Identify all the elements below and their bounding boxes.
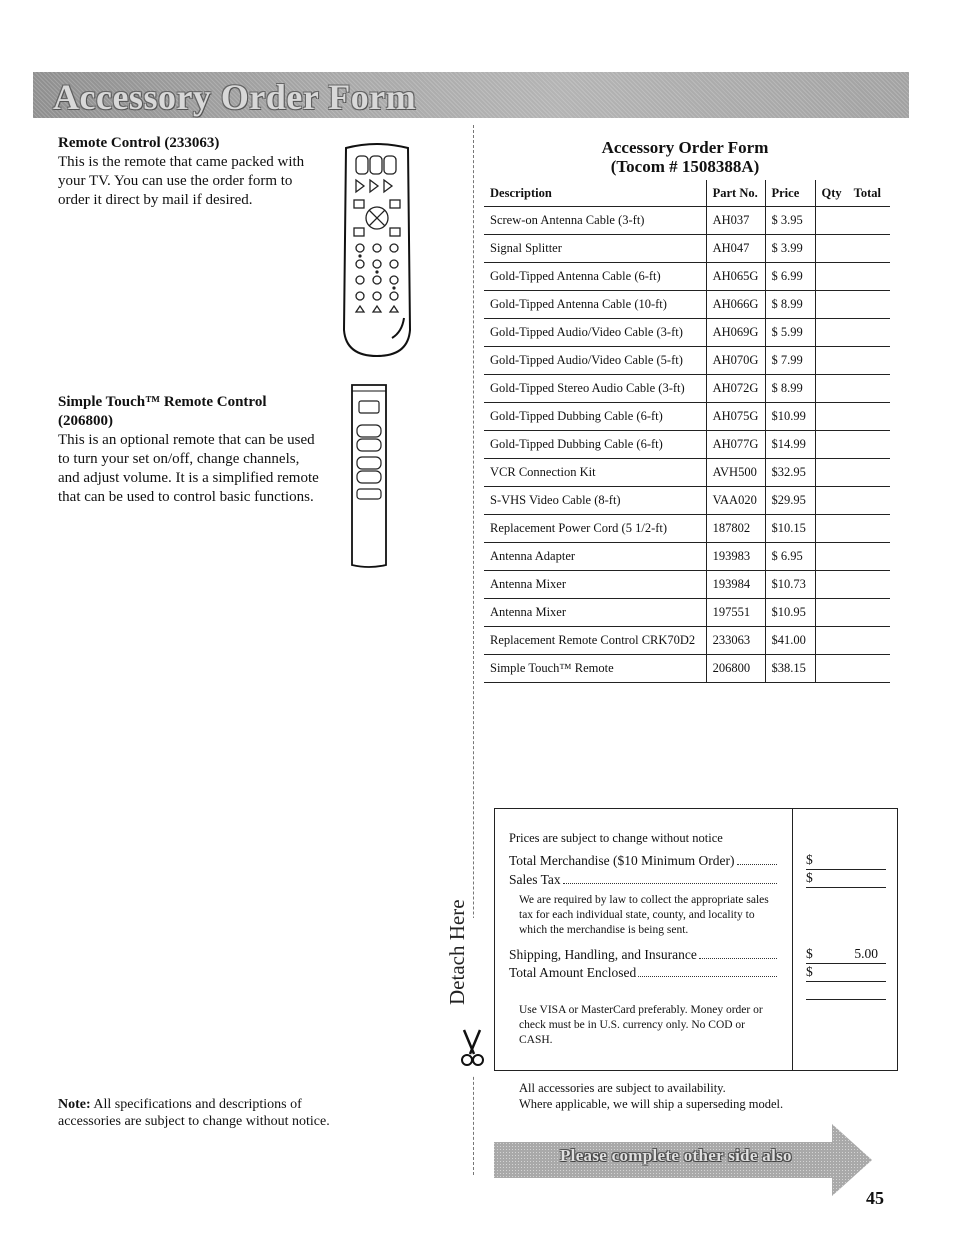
item-qty-field[interactable] [815, 487, 848, 515]
item-description: Simple Touch™ Remote [484, 655, 706, 683]
table-row [484, 627, 890, 655]
item-price: $ 6.99 [765, 263, 815, 291]
item-description: Antenna Mixer [484, 571, 706, 599]
item-price: $29.95 [765, 487, 815, 515]
table-row [484, 235, 890, 263]
total-enclosed-line [509, 965, 779, 981]
item-qty-field[interactable] [815, 263, 848, 291]
remote-control-section [58, 134, 323, 210]
item-description: Gold-Tipped Dubbing Cable (6-ft) [484, 403, 706, 431]
note-text: All specifications and descriptions of accessories are subject to change without notice. [58, 1097, 330, 1129]
item-part-number: 187802 [706, 515, 765, 543]
currency-symbol: $ [806, 964, 813, 979]
table-row [484, 375, 890, 403]
item-qty-field[interactable] [815, 599, 848, 627]
table-row [484, 487, 890, 515]
item-price: $ 3.95 [765, 207, 815, 235]
table-row [484, 571, 890, 599]
item-description: Antenna Mixer [484, 599, 706, 627]
currency-symbol: $ [806, 870, 813, 885]
item-description: VCR Connection Kit [484, 459, 706, 487]
item-description: Antenna Adapter [484, 543, 706, 571]
item-price: $32.95 [765, 459, 815, 487]
item-price: $38.15 [765, 655, 815, 683]
complete-other-side-banner: Please complete other side also [560, 1146, 792, 1165]
table-row [484, 515, 890, 543]
header-banner [33, 72, 909, 118]
item-price: $14.99 [765, 431, 815, 459]
item-description: Gold-Tipped Audio/Video Cable (5-ft) [484, 347, 706, 375]
item-total-field[interactable] [848, 627, 890, 655]
item-description: Gold-Tipped Antenna Cable (6-ft) [484, 263, 706, 291]
table-row [484, 319, 890, 347]
item-total-field[interactable] [848, 375, 890, 403]
order-table-header [484, 180, 890, 207]
item-description: S-VHS Video Cable (8-ft) [484, 487, 706, 515]
item-part-number: 233063 [706, 627, 765, 655]
item-description: Gold-Tipped Dubbing Cable (6-ft) [484, 431, 706, 459]
item-price: $41.00 [765, 627, 815, 655]
item-part-number: 193983 [706, 543, 765, 571]
item-qty-field[interactable] [815, 347, 848, 375]
item-qty-field[interactable] [815, 515, 848, 543]
shipping-line [509, 947, 779, 963]
availability-line-1: All accessories are subject to availability. [519, 1081, 726, 1095]
item-qty-field[interactable] [815, 235, 848, 263]
item-part-number: AH066G [706, 291, 765, 319]
item-description: Screw-on Antenna Cable (3-ft) [484, 207, 706, 235]
column-header-price: Price [765, 180, 815, 207]
table-row [484, 403, 890, 431]
table-row [484, 431, 890, 459]
total-merchandise-amount-field[interactable] [806, 852, 886, 870]
item-qty-field[interactable] [815, 375, 848, 403]
item-price: $ 5.99 [765, 319, 815, 347]
table-row [484, 207, 890, 235]
table-row [484, 291, 890, 319]
item-total-field[interactable] [848, 347, 890, 375]
item-part-number: VAA020 [706, 487, 765, 515]
shipping-amount-value: 5.00 [854, 946, 878, 961]
item-price: $10.99 [765, 403, 815, 431]
item-total-field[interactable] [848, 235, 890, 263]
item-part-number: 193984 [706, 571, 765, 599]
detach-here-label: Detach Here [445, 899, 469, 1005]
order-table [484, 180, 890, 683]
shipping-label: Shipping, Handling, and Insurance [509, 947, 697, 962]
item-qty-field[interactable] [815, 627, 848, 655]
item-price: $ 8.99 [765, 291, 815, 319]
remote-control-title: Remote Control (233063) [58, 135, 220, 151]
table-row [484, 347, 890, 375]
item-part-number: AH072G [706, 375, 765, 403]
table-row [484, 459, 890, 487]
item-part-number: AH065G [706, 263, 765, 291]
item-total-field[interactable] [848, 515, 890, 543]
item-total-field[interactable] [848, 459, 890, 487]
specifications-note [58, 1096, 358, 1130]
page-title: Accessory Order Form [53, 77, 417, 117]
sales-tax-note: We are required by law to collect the appropriate sales tax for each individual state, county, and locality to which the merchandise is being sent. [519, 894, 769, 936]
currency-symbol: $ [806, 852, 813, 867]
item-total-field[interactable] [848, 599, 890, 627]
table-row [484, 655, 890, 683]
item-total-field[interactable] [848, 543, 890, 571]
item-part-number: AH047 [706, 235, 765, 263]
item-qty-field[interactable] [815, 291, 848, 319]
item-total-field[interactable] [848, 571, 890, 599]
item-total-field[interactable] [848, 291, 890, 319]
item-price: $ 6.95 [765, 543, 815, 571]
item-price: $10.15 [765, 515, 815, 543]
item-qty-field[interactable] [815, 655, 848, 683]
currency-symbol: $ [806, 946, 813, 961]
remote-control-illustration [340, 142, 414, 360]
note-label: Note: [58, 1097, 91, 1112]
order-summary-box [494, 808, 898, 1071]
item-qty-field[interactable] [815, 459, 848, 487]
item-total-field[interactable] [848, 403, 890, 431]
remote-control-description: This is the remote that came packed with your TV. You can use the order form to order it direct by mail if desired. [58, 154, 305, 208]
sales-tax-line [509, 872, 779, 888]
item-description: Gold-Tipped Audio/Video Cable (3-ft) [484, 319, 706, 347]
item-price: $10.73 [765, 571, 815, 599]
total-enclosed-label: Total Amount Enclosed [509, 965, 637, 980]
order-form-title [560, 138, 810, 176]
column-header-description: Description [484, 180, 706, 207]
item-price: $10.95 [765, 599, 815, 627]
payment-note: Use VISA or MasterCard preferably. Money order or check must be in U.S. currency only. No COD or CASH. [519, 1004, 763, 1046]
availability-line-2: Where applicable, we will ship a superseding model. [519, 1097, 784, 1111]
total-merchandise-line [509, 853, 779, 869]
availability-note [519, 1080, 783, 1112]
item-total-field[interactable] [848, 207, 890, 235]
sales-tax-label: Sales Tax [509, 872, 561, 887]
order-form-title-line1: Accessory Order Form [601, 138, 769, 157]
simple-touch-section [58, 393, 323, 507]
table-row [484, 543, 890, 571]
item-qty-field[interactable] [815, 403, 848, 431]
item-total-field[interactable] [848, 263, 890, 291]
shipping-amount-field[interactable] [806, 946, 886, 964]
price-change-notice: Prices are subject to change without notice [509, 831, 723, 845]
item-part-number: 197551 [706, 599, 765, 627]
item-part-number: AH070G [706, 347, 765, 375]
table-row [484, 599, 890, 627]
item-qty-field[interactable] [815, 543, 848, 571]
table-row [484, 263, 890, 291]
sales-tax-amount-field[interactable] [806, 870, 886, 888]
item-part-number: AVH500 [706, 459, 765, 487]
item-part-number: AH037 [706, 207, 765, 235]
simple-touch-remote-illustration [350, 383, 388, 569]
item-qty-field[interactable] [815, 207, 848, 235]
item-description: Gold-Tipped Antenna Cable (10-ft) [484, 291, 706, 319]
order-form-title-line2: (Tocom # 1508388A) [610, 157, 760, 176]
item-price: $ 7.99 [765, 347, 815, 375]
item-description: Replacement Power Cord (5 1/2-ft) [484, 515, 706, 543]
item-qty-field[interactable] [815, 431, 848, 459]
item-qty-field[interactable] [815, 571, 848, 599]
item-description: Gold-Tipped Stereo Audio Cable (3-ft) [484, 375, 706, 403]
item-description: Signal Splitter [484, 235, 706, 263]
simple-touch-title: Simple Touch™ Remote Control (206800) [58, 394, 267, 429]
item-price: $ 8.99 [765, 375, 815, 403]
simple-touch-description: This is an optional remote that can be used to turn your set on/off, change channels, and adjust volume. It is a simplified remote that can be used to control basic functions. [58, 432, 319, 505]
total-enclosed-amount-field[interactable] [806, 964, 886, 982]
item-part-number: AH069G [706, 319, 765, 347]
item-total-field[interactable] [848, 655, 890, 683]
scissors-icon [458, 1028, 486, 1068]
item-qty-field[interactable] [815, 319, 848, 347]
summary-divider [792, 809, 793, 1070]
item-total-field[interactable] [848, 319, 890, 347]
item-description: Replacement Remote Control CRK70D2 [484, 627, 706, 655]
item-total-field[interactable] [848, 487, 890, 515]
item-part-number: AH075G [706, 403, 765, 431]
column-header-total: Total [848, 180, 890, 207]
page-number: 45 [866, 1188, 884, 1208]
column-header-qty: Qty [815, 180, 848, 207]
item-part-number: AH077G [706, 431, 765, 459]
total-merchandise-label: Total Merchandise ($10 Minimum Order) [509, 853, 735, 868]
extra-amount-line[interactable] [806, 982, 886, 1000]
column-header-part-no: Part No. [706, 180, 765, 207]
item-part-number: 206800 [706, 655, 765, 683]
item-price: $ 3.99 [765, 235, 815, 263]
item-total-field[interactable] [848, 431, 890, 459]
